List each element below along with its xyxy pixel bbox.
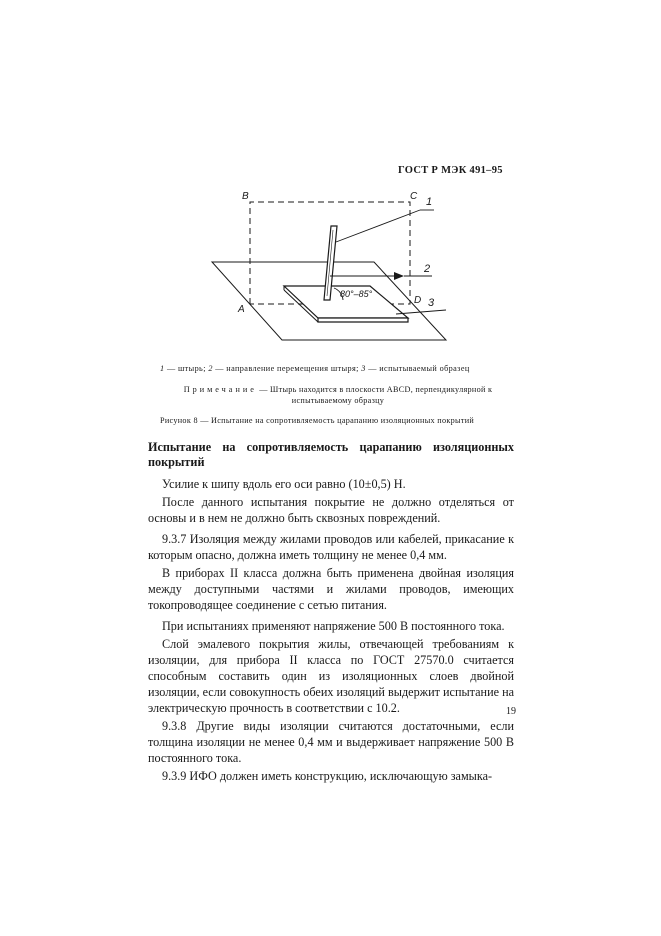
- figure-note: [160, 384, 516, 406]
- section-heading: Испытание на сопротивляемость царапанию изоляционных покрытий: [148, 440, 514, 469]
- paragraph-4: В приборах II класса должна быть применена двойная изоляция между доступными частями и жилами проводов, имеющих токопроводящее соединение с сетью питания.: [148, 566, 514, 612]
- point-label-d: D: [414, 295, 422, 306]
- callout-label-1: 1: [426, 196, 433, 208]
- callout-label-3: 3: [428, 297, 435, 309]
- test-diagram: [0, 0, 661, 360]
- legend-text-3: — испытываемый образец: [365, 364, 470, 373]
- note-label: Примечание: [183, 385, 257, 394]
- paragraph-1: Усилие к шипу вдоль его оси равно (10±0,5) Н.: [162, 477, 406, 491]
- paragraph-5: При испытаниях применяют напряжение 500 В постоянного тока.: [162, 619, 505, 633]
- standard-code-header: ГОСТ Р МЭК 491–95: [398, 165, 503, 176]
- paragraph-6: Слой эмалевого покрытия жилы, отвечающей требованиям к изоляции, для прибора II класса по ГОСТ 27570.0 считается способным составить один из изоляционных слоев двойной изоляции, если совокупность обеих изоляций выдержит испытание на электрическую прочность в соответствии с 10.2.: [148, 637, 514, 715]
- point-label-b: B: [242, 191, 249, 202]
- specimen-plate-edge: [318, 318, 408, 322]
- leader-line-1: [336, 210, 420, 242]
- body-text: [148, 440, 514, 789]
- page-number: 19: [506, 706, 516, 717]
- angle-label: 80°–85°: [340, 289, 373, 299]
- legend-number-1: 1: [160, 364, 165, 373]
- note-text: — Штырь находится в плоскости ABCD, перпендикулярной к испытываемому образцу: [256, 385, 493, 405]
- direction-arrow-head: [394, 272, 404, 280]
- legend-number-3: 3: [361, 364, 366, 373]
- paragraph-2: После данного испытания покрытие не должно отделяться от основы и в нем не должно быть сквозных повреждений.: [148, 495, 514, 525]
- legend-number-2: 2: [208, 364, 213, 373]
- paragraph-7: 9.3.8 Другие виды изоляции считаются достаточными, если толщина изоляции не менее 0,4 мм и выдерживает напряжение 500 В постоянного тока.: [148, 719, 514, 765]
- legend-text-2: — направление перемещения штыря;: [212, 364, 362, 373]
- paragraph-8: 9.3.9 ИФО должен иметь конструкцию, исключающую замыка-: [162, 769, 493, 783]
- figure-caption: Рисунок 8 — Испытание на сопротивляемость царапанию изоляционных покрытий: [160, 416, 475, 425]
- point-label-a: A: [238, 304, 245, 315]
- legend-text-1: — штырь;: [164, 364, 209, 373]
- paragraph-3: 9.3.7 Изоляция между жилами проводов или кабелей, прикасание к которым опасно, должна иметь толщину не менее 0,4 мм.: [148, 532, 514, 562]
- figure-legend: [160, 364, 520, 373]
- callout-label-2: 2: [424, 263, 431, 275]
- point-label-c: C: [410, 191, 418, 202]
